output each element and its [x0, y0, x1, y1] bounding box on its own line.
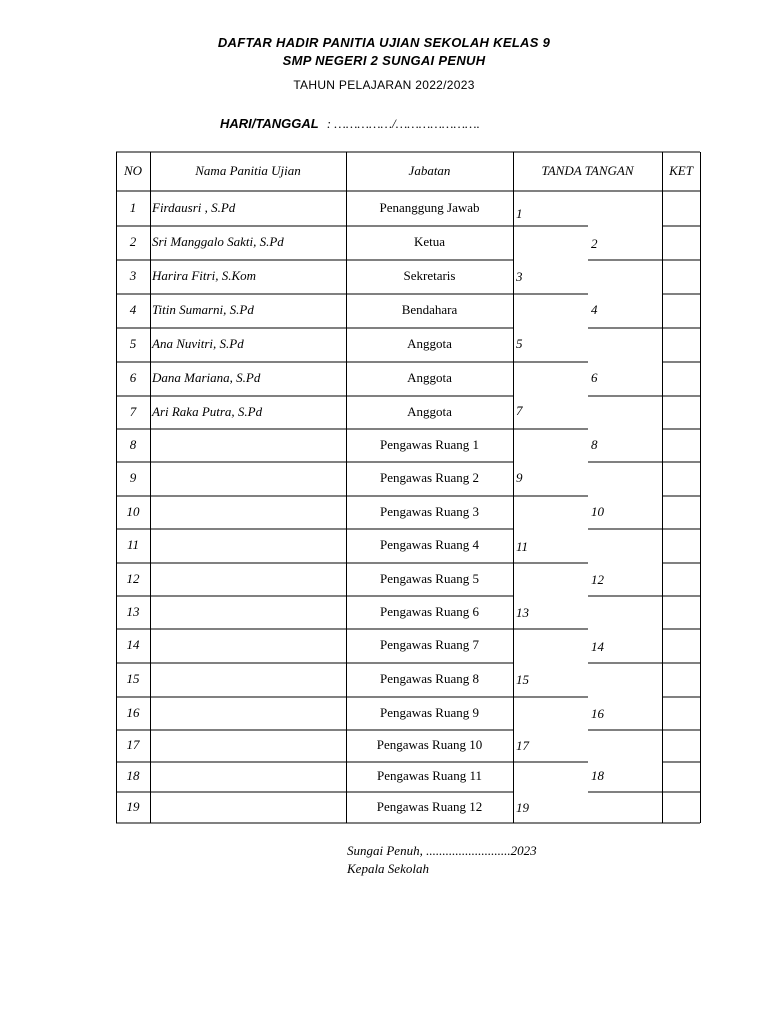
member-role: Pengawas Ruang 3 [380, 503, 479, 519]
row-number: 5 [129, 336, 137, 351]
signature-number: 9 [516, 470, 523, 485]
signature-number: 13 [516, 605, 529, 620]
date-label: HARI/TANGGAL [220, 116, 319, 131]
row-number: 18 [126, 768, 140, 783]
row-number: 15 [126, 671, 140, 686]
row-number: 1 [129, 199, 137, 215]
row-number: 2 [129, 234, 137, 249]
row-number: 16 [126, 704, 140, 720]
member-role: Pengawas Ruang 10 [376, 737, 483, 752]
member-role: Anggota [407, 370, 452, 385]
row-number: 10 [126, 503, 140, 519]
signature-number: 16 [591, 706, 604, 721]
member-role: Pengawas Ruang 12 [376, 798, 483, 814]
row-number: 7 [129, 403, 137, 419]
signature-number: 4 [591, 302, 598, 317]
signature-number: 1 [516, 206, 523, 221]
member-role: Pengawas Ruang 5 [380, 570, 479, 586]
signature-number: 12 [591, 572, 604, 587]
member-name: Sri Manggalo Sakti, S.Pd [152, 234, 284, 249]
principal-title: Kepala Sekolah [347, 861, 429, 876]
member-name: Firdausri , S.Pd [152, 199, 236, 215]
member-role: Ketua [413, 234, 446, 249]
member-role: Sekretaris [403, 268, 456, 283]
academic-year: TAHUN PELAJARAN 2022/2023 [293, 78, 475, 92]
column-header-name: Nama Panitia Ujian [195, 163, 301, 178]
column-header-no: NO [123, 163, 143, 178]
member-role: Pengawas Ruang 8 [380, 671, 479, 686]
member-role: Pengawas Ruang 6 [380, 603, 479, 619]
member-role: Pengawas Ruang 11 [377, 768, 482, 783]
member-role: Pengawas Ruang 2 [380, 470, 479, 485]
place-date: Sungai Penuh, ..........................2023 [347, 843, 537, 858]
signature-number: 7 [516, 403, 523, 418]
signature-number: 17 [516, 738, 529, 753]
column-header-ket: KET [669, 163, 693, 178]
row-number: 17 [126, 737, 140, 752]
row-number: 4 [129, 302, 137, 317]
column-header-role: Jabatan [408, 163, 451, 178]
signature-block [347, 842, 537, 878]
member-name: Titin Sumarni, S.Pd [152, 302, 254, 317]
date-placeholder: : ……………/…………………. [326, 116, 480, 131]
signature-number: 15 [516, 672, 529, 687]
row-number: 13 [126, 603, 140, 619]
school-name: SMP NEGERI 2 SUNGAI PENUH [282, 53, 486, 68]
signature-number: 6 [591, 370, 598, 385]
signature-number: 14 [591, 639, 604, 654]
member-role: Pengawas Ruang 4 [380, 537, 479, 552]
signature-number: 10 [591, 504, 604, 519]
row-number: 19 [126, 798, 140, 814]
row-number: 9 [129, 470, 137, 485]
member-role: Bendahara [401, 302, 458, 317]
row-number: 3 [129, 268, 137, 283]
row-number: 8 [129, 436, 137, 452]
member-role: Penanggung Jawab [379, 199, 480, 215]
document-title: DAFTAR HADIR PANITIA UJIAN SEKOLAH KELAS 9 [217, 35, 551, 50]
row-number: 6 [129, 370, 137, 385]
member-role: Anggota [407, 336, 452, 351]
signature-number: 19 [516, 800, 529, 815]
member-role: Pengawas Ruang 7 [380, 637, 479, 652]
signature-number: 18 [591, 768, 604, 783]
signature-number: 8 [591, 437, 598, 452]
member-role: Anggota [407, 403, 452, 419]
signature-number: 11 [516, 539, 529, 554]
member-role: Pengawas Ruang 1 [380, 436, 479, 452]
row-number: 11 [126, 537, 140, 552]
signature-number: 2 [591, 236, 598, 251]
member-role: Pengawas Ruang 9 [380, 704, 479, 720]
signature-number: 3 [516, 269, 523, 284]
member-name: Harira Fitri, S.Kom [152, 268, 257, 283]
member-name: Ana Nuvitri, S.Pd [152, 336, 244, 351]
column-header-signature: TANDA TANGAN [541, 163, 634, 178]
row-number: 12 [126, 570, 140, 586]
member-name: Dana Mariana, S.Pd [152, 370, 261, 385]
member-name: Ari Raka Putra, S.Pd [152, 403, 263, 419]
row-number: 14 [126, 637, 140, 652]
signature-number: 5 [516, 336, 523, 351]
